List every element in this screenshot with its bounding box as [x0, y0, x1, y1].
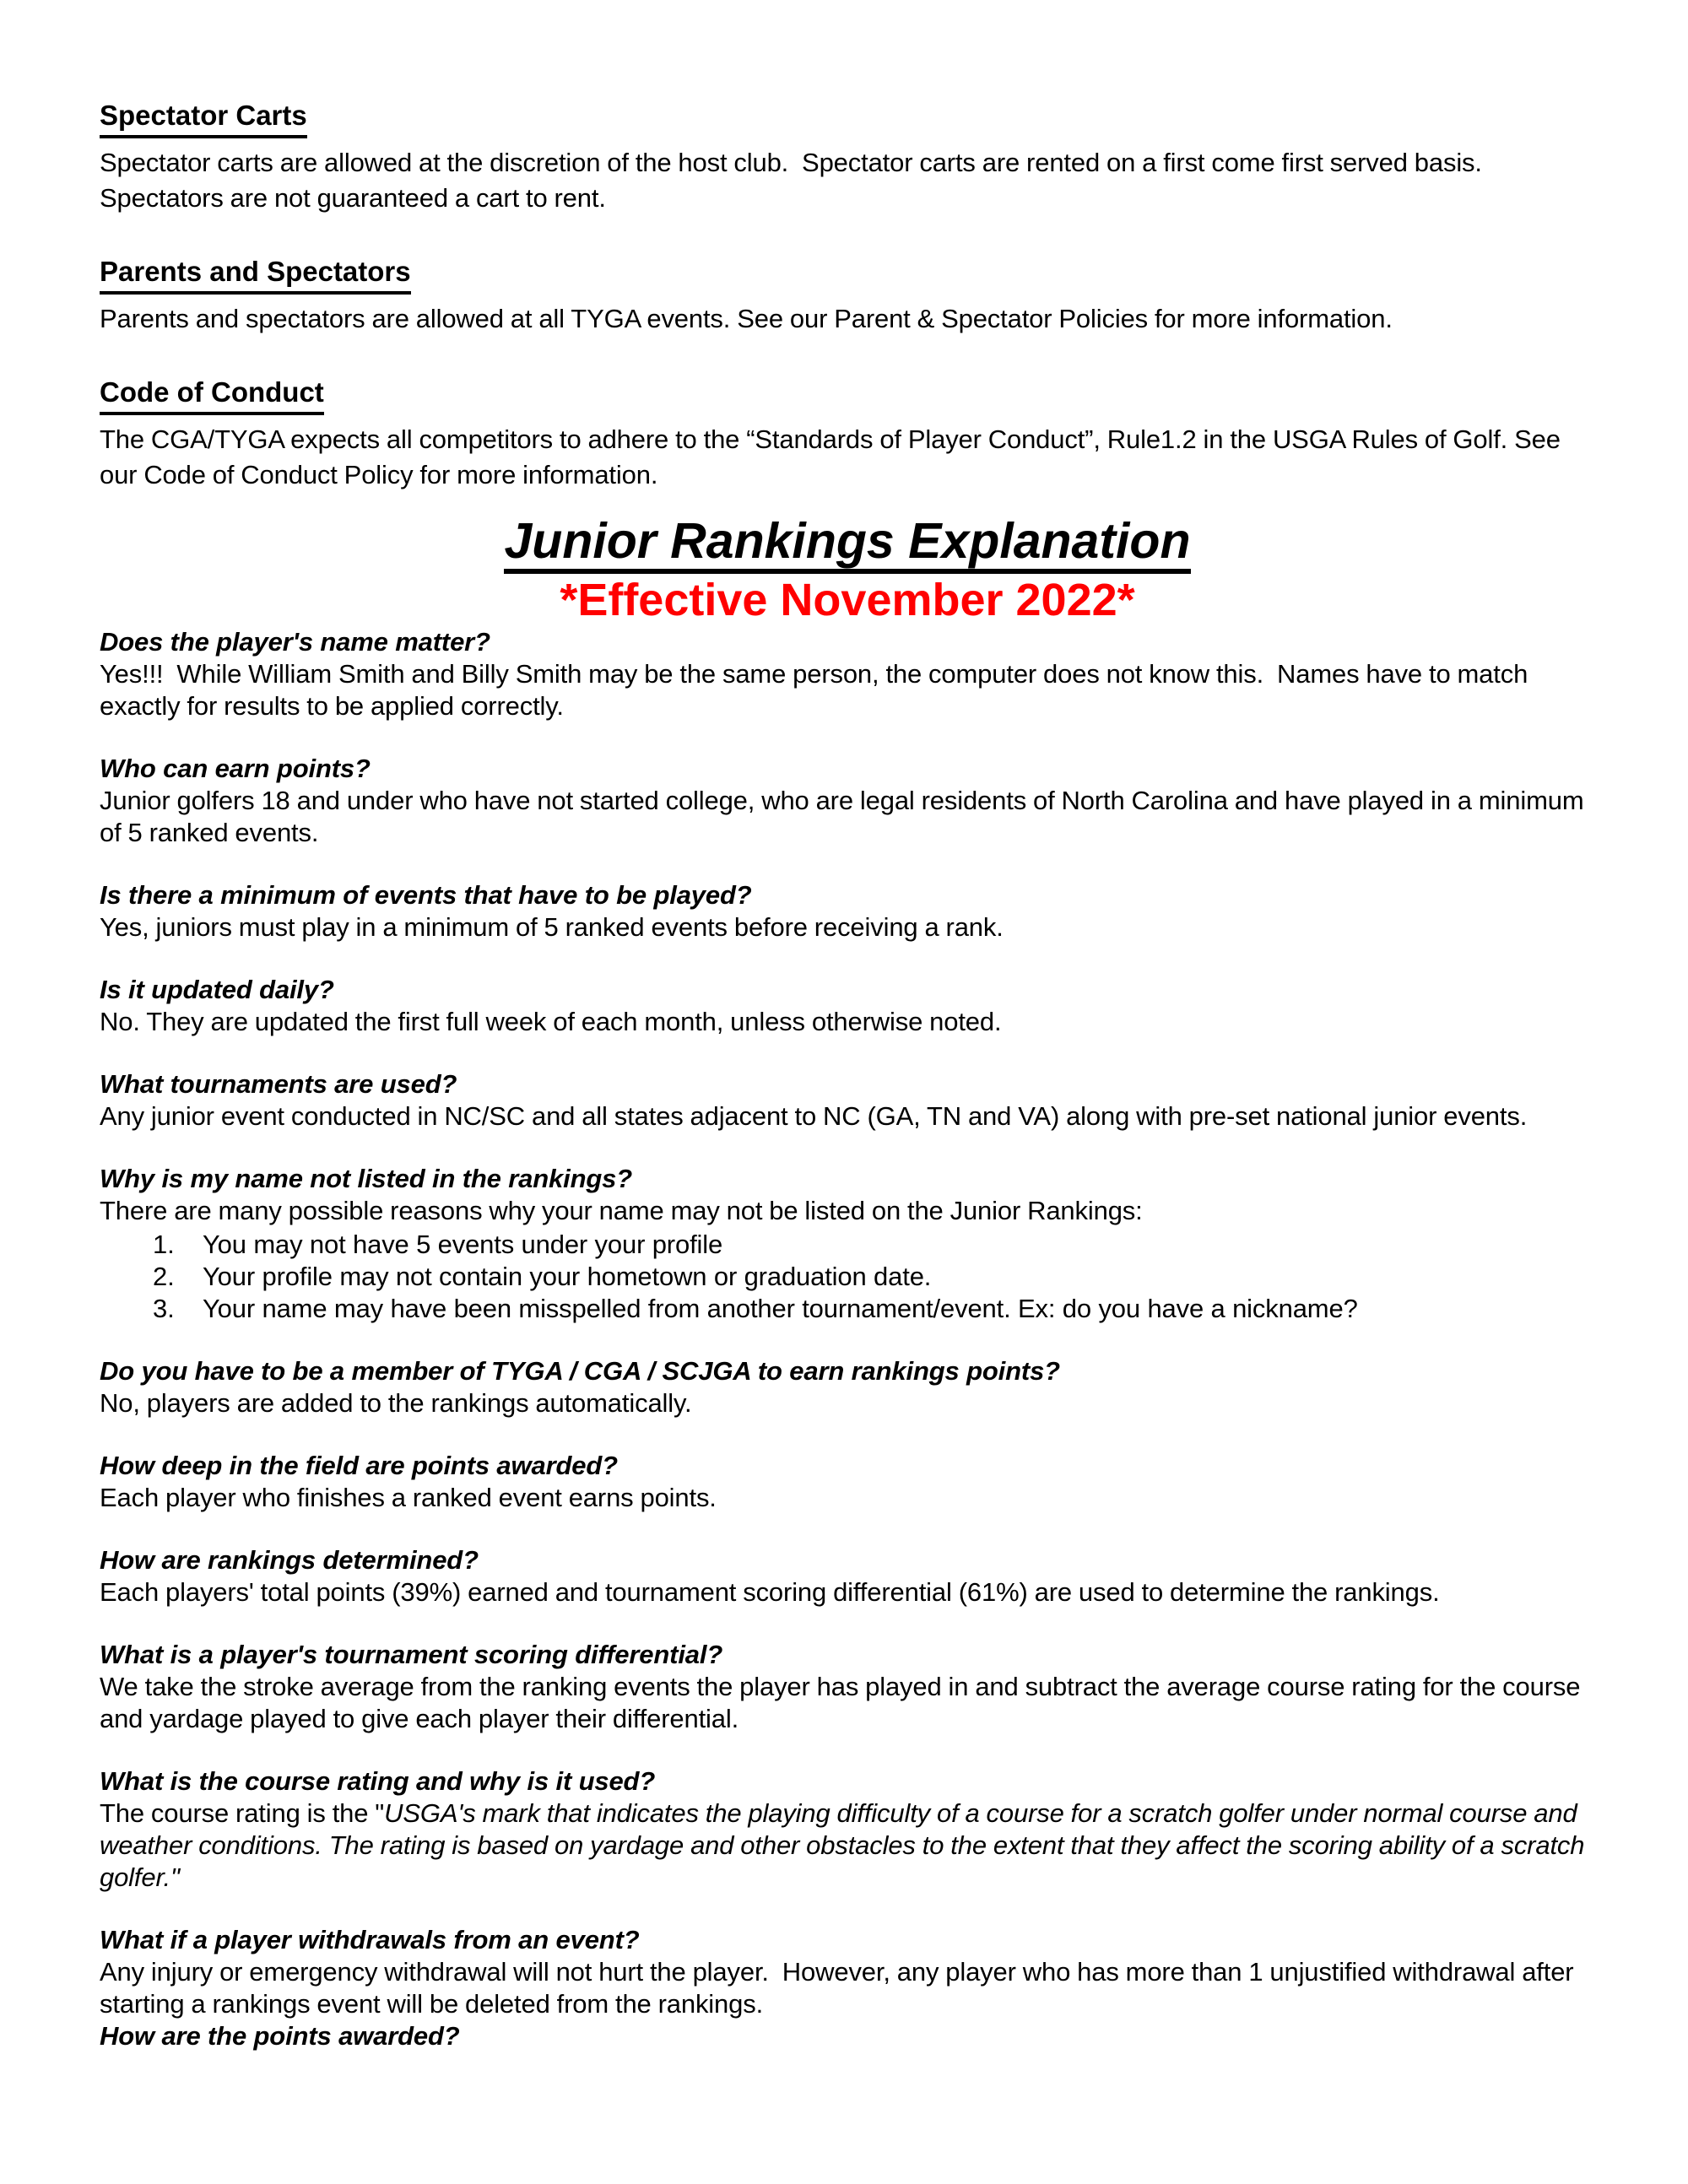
section-heading — [100, 374, 1595, 415]
qa-scoring-differential — [100, 1639, 1595, 1735]
answer-normal-text: The course rating is the " — [100, 1798, 385, 1828]
list-item-number: 1. — [153, 1230, 175, 1259]
list-item-number: 2. — [153, 1262, 175, 1291]
question: Does the player's name matter? — [100, 627, 490, 657]
section-body: The CGA/TYGA expects all competitors to adhere to the “Standards of Player Conduct”, Rule1.2 in the USGA Rules of Golf. See our Code of Conduct Policy for more information. — [100, 424, 1567, 489]
section-code-of-conduct — [100, 374, 1595, 493]
answer: We take the stroke average from the ranking events the player has played in and subtract the average course rating for the course and yardage played to give each player their differential. — [100, 1672, 1588, 1733]
list-item-text: You may not have 5 events under your profile — [203, 1230, 723, 1259]
answer: Yes, juniors must play in a minimum of 5 ranked events before receiving a rank. — [100, 912, 1004, 942]
page-title — [100, 515, 1595, 574]
question: How are rankings determined? — [100, 1545, 479, 1575]
answer: Yes!!! While William Smith and Billy Smith may be the same person, the computer does not know this. Names have to match exactly for results to be applied correctly. — [100, 659, 1535, 721]
section-heading-text: Parents and Spectators — [100, 253, 411, 295]
section-body: Parents and spectators are allowed at all TYGA events. See our Parent & Spectator Policies for more information. — [100, 304, 1393, 333]
question: What tournaments are used? — [100, 1069, 457, 1099]
answer: Junior golfers 18 and under who have not started college, who are legal residents of North Carolina and have played in a minimum of 5 ranked events. — [100, 786, 1591, 847]
qa-tournaments-used — [100, 1068, 1595, 1133]
qa-points-awarded — [100, 2020, 1595, 2052]
qa-rankings-determined — [100, 1544, 1595, 1608]
answer-quote-text: USGA's mark that indicates the playing difficulty of a course for a scratch golfer under normal course and weather conditions. The rating is based on yardage and other obstacles to the extent that they affect the scoring ability of a scratch golfer." — [100, 1798, 1592, 1892]
list-item-text: Your name may have been misspelled from another tournament/event. Ex: do you have a nickname? — [203, 1294, 1358, 1323]
question: How deep in the field are points awarded? — [100, 1451, 618, 1480]
reasons-list — [100, 1229, 1595, 1325]
qa-updated-daily — [100, 974, 1595, 1038]
qa-player-withdrawals — [100, 1924, 1595, 2020]
question: What if a player withdrawals from an event? — [100, 1925, 640, 1954]
answer: Any junior event conducted in NC/SC and all states adjacent to NC (GA, TN and VA) along with pre-set national junior events. — [100, 1101, 1528, 1131]
qa-course-rating — [100, 1765, 1595, 1894]
question: What is a player's tournament scoring differential? — [100, 1640, 723, 1669]
list-item — [100, 1293, 1595, 1325]
question: How are the points awarded? — [100, 2021, 460, 2051]
question: Why is my name not listed in the rankings? — [100, 1164, 633, 1193]
list-item-number: 3. — [153, 1294, 175, 1323]
section-parents-and-spectators — [100, 253, 1595, 337]
qa-who-can-earn-points — [100, 753, 1595, 849]
section-heading — [100, 97, 1595, 138]
section-spectator-carts — [100, 97, 1595, 216]
answer: There are many possible reasons why your name may not be listed on the Junior Rankings: — [100, 1196, 1143, 1225]
answer: No. They are updated the first full week of each month, unless otherwise noted. — [100, 1007, 1002, 1036]
question: Do you have to be a member of TYGA / CGA / SCJGA to earn rankings points? — [100, 1356, 1060, 1386]
page-subtitle: *Effective November 2022* — [560, 575, 1135, 625]
qa-name-not-listed — [100, 1163, 1595, 1325]
question: Who can earn points? — [100, 754, 371, 783]
list-item — [100, 1229, 1595, 1261]
qa-minimum-events — [100, 879, 1595, 943]
answer: Any injury or emergency withdrawal will not hurt the player. However, any player who has more than 1 unjustified withdrawal after starting a rankings event will be deleted from the rankings. — [100, 1957, 1581, 2019]
section-body: Spectator carts are allowed at the discretion of the host club. Spectator carts are rented on a first come first served basis. Spectators are not guaranteed a cart to rent. — [100, 148, 1489, 213]
section-heading — [100, 253, 1595, 295]
question: Is it updated daily? — [100, 975, 334, 1004]
question: What is the course rating and why is it used? — [100, 1766, 656, 1796]
list-item — [100, 1261, 1595, 1293]
section-heading-text: Code of Conduct — [100, 374, 324, 415]
answer: Each player who finishes a ranked event earns points. — [100, 1483, 717, 1512]
qa-how-deep-points — [100, 1450, 1595, 1514]
answer — [100, 1797, 1595, 1894]
answer: No, players are added to the rankings automatically. — [100, 1388, 692, 1418]
question: Is there a minimum of events that have to be played? — [100, 880, 752, 910]
qa-membership-required — [100, 1355, 1595, 1419]
section-heading-text: Spectator Carts — [100, 97, 307, 138]
list-item-text: Your profile may not contain your hometown or graduation date. — [203, 1262, 932, 1291]
qa-name-matter — [100, 626, 1595, 722]
page-title-text: Junior Rankings Explanation — [504, 515, 1190, 574]
answer: Each players' total points (39%) earned and tournament scoring differential (61%) are used to determine the rankings. — [100, 1577, 1440, 1607]
